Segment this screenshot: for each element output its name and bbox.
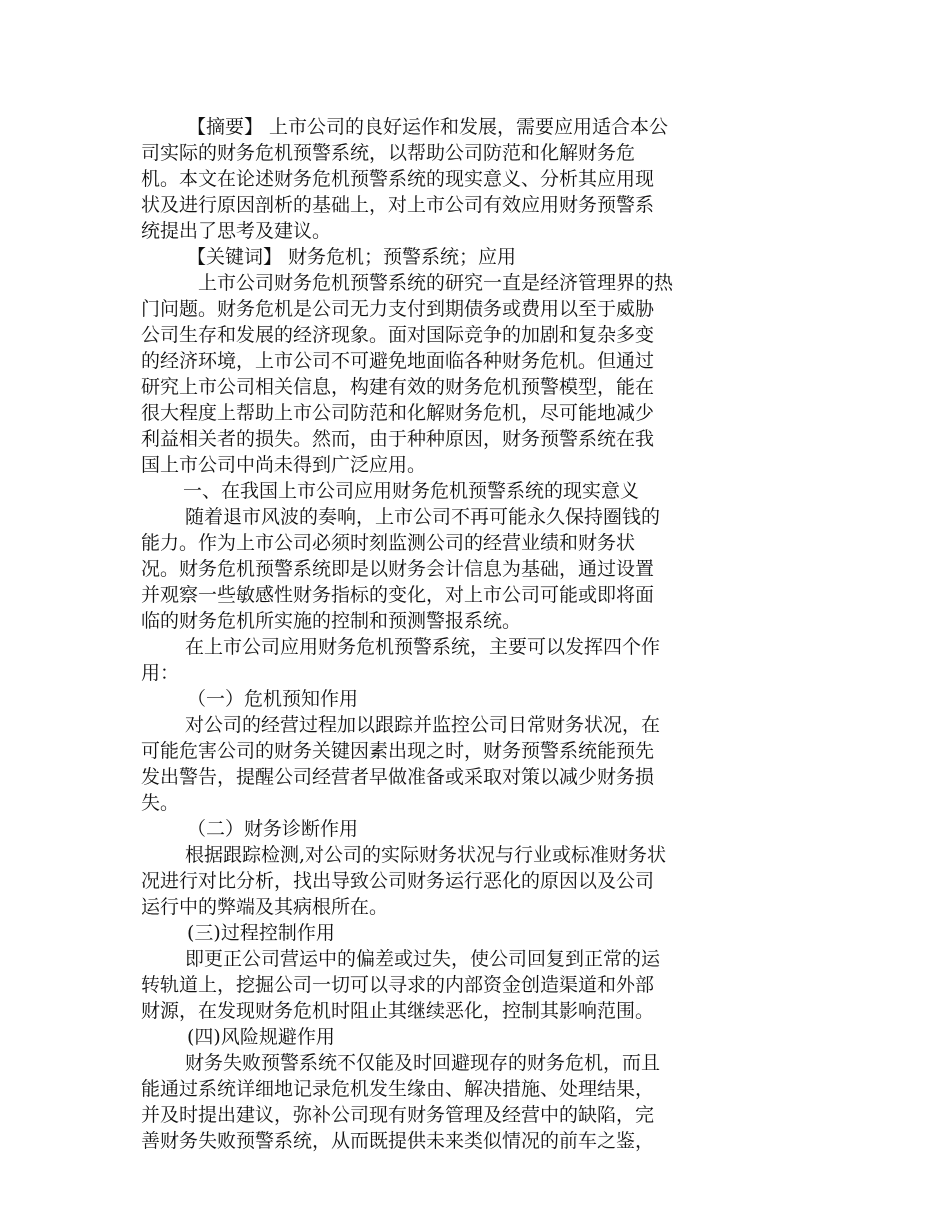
text-line: 利益相关者的损失。然而，由于种种原因，财务预警系统在我 xyxy=(141,428,655,450)
text-line: 上市公司财务危机预警系统的研究一直是经济管理界的热 xyxy=(198,272,674,294)
text-line: 况。财务危机预警系统即是以财务会计信息为基础，通过设置 xyxy=(141,558,655,580)
text-line: 运行中的弊端及其病根所在。 xyxy=(141,896,389,918)
text-line: 状及进行原因剖析的基础上，对上市公司有效应用财务预警系 xyxy=(141,194,655,216)
text-line: 失。 xyxy=(141,792,180,814)
text-line: （二）财务诊断作用 xyxy=(187,818,359,840)
text-line: 财务失败预警系统不仅能及时回避现存的财务危机，而且 xyxy=(185,1052,661,1074)
document-body xyxy=(141,114,745,1154)
text-line: 对公司的经营过程加以跟踪并监控公司日常财务状况，在 xyxy=(185,714,661,736)
text-line: 机。本文在论述财务危机预警系统的现实意义、分析其应用现 xyxy=(141,168,655,190)
text-line: 并观察一些敏感性财务指标的变化，对上市公司可能或即将面 xyxy=(141,584,655,606)
text-line: 财源，在发现财务危机时阻止其继续恶化，控制其影响范围。 xyxy=(141,1000,655,1022)
text-line: 可能危害公司的财务关键因素出现之时，财务预警系统能预先 xyxy=(141,740,655,762)
text-line: (四)风险规避作用 xyxy=(187,1026,335,1048)
text-line: 能力。作为上市公司必须时刻监测公司的经营业绩和财务状 xyxy=(141,532,636,554)
text-line: 司实际的财务危机预警系统，以帮助公司防范和化解财务危 xyxy=(141,142,636,164)
text-line: 门问题。财务危机是公司无力支付到期债务或费用以至于威胁 xyxy=(141,298,655,320)
text-line: 在上市公司应用财务危机预警系统，主要可以发挥四个作 xyxy=(185,636,661,658)
text-line: 临的财务危机所实施的控制和预测警报系统。 xyxy=(141,610,522,632)
text-line: 一、在我国上市公司应用财务危机预警系统的现实意义 xyxy=(183,480,640,502)
text-line: 发出警告，提醒公司经营者早做准备或采取对策以减少财务损 xyxy=(141,766,655,788)
text-line: 【关键词】 财务危机；预警系统；应用 xyxy=(187,246,517,268)
text-line: （一）危机预知作用 xyxy=(187,688,359,710)
text-line: 并及时提出建议，弥补公司现有财务管理及经营中的缺陷，完 xyxy=(141,1104,655,1126)
text-line: 的经济环境，上市公司不可避免地面临各种财务危机。但通过 xyxy=(141,350,655,372)
text-line: 根据跟踪检测,对公司的实际财务状况与行业或标准财务状 xyxy=(185,844,667,866)
text-line: 国上市公司中尚未得到广泛应用。 xyxy=(141,454,427,476)
text-line: 转轨道上，挖掘公司一切可以寻求的内部资金创造渠道和外部 xyxy=(141,974,655,996)
text-line: 用： xyxy=(141,662,180,684)
text-line: (三)过程控制作用 xyxy=(187,922,335,944)
text-line: 公司生存和发展的经济现象。面对国际竞争的加剧和复杂多变 xyxy=(141,324,655,346)
text-line: 统提出了思考及建议。 xyxy=(141,220,332,242)
text-line: 况进行对比分析，找出导致公司财务运行恶化的原因以及公司 xyxy=(141,870,655,892)
text-line: 能通过系统详细地记录危机发生缘由、解决措施、处理结果， xyxy=(141,1078,655,1100)
text-line: 【摘要】 上市公司的良好运作和发展，需要应用适合本公 xyxy=(187,116,669,138)
text-line: 善财务失败预警系统，从而既提供未来类似情况的前车之鉴， xyxy=(141,1130,655,1152)
text-line: 研究上市公司相关信息，构建有效的财务危机预警模型，能在 xyxy=(141,376,655,398)
text-line: 随着退市风波的奏响，上市公司不再可能永久保持圈钱的 xyxy=(185,506,661,528)
text-line: 即更正公司营运中的偏差或过失，使公司回复到正常的运 xyxy=(185,948,661,970)
text-line: 很大程度上帮助上市公司防范和化解财务危机，尽可能地减少 xyxy=(141,402,655,424)
